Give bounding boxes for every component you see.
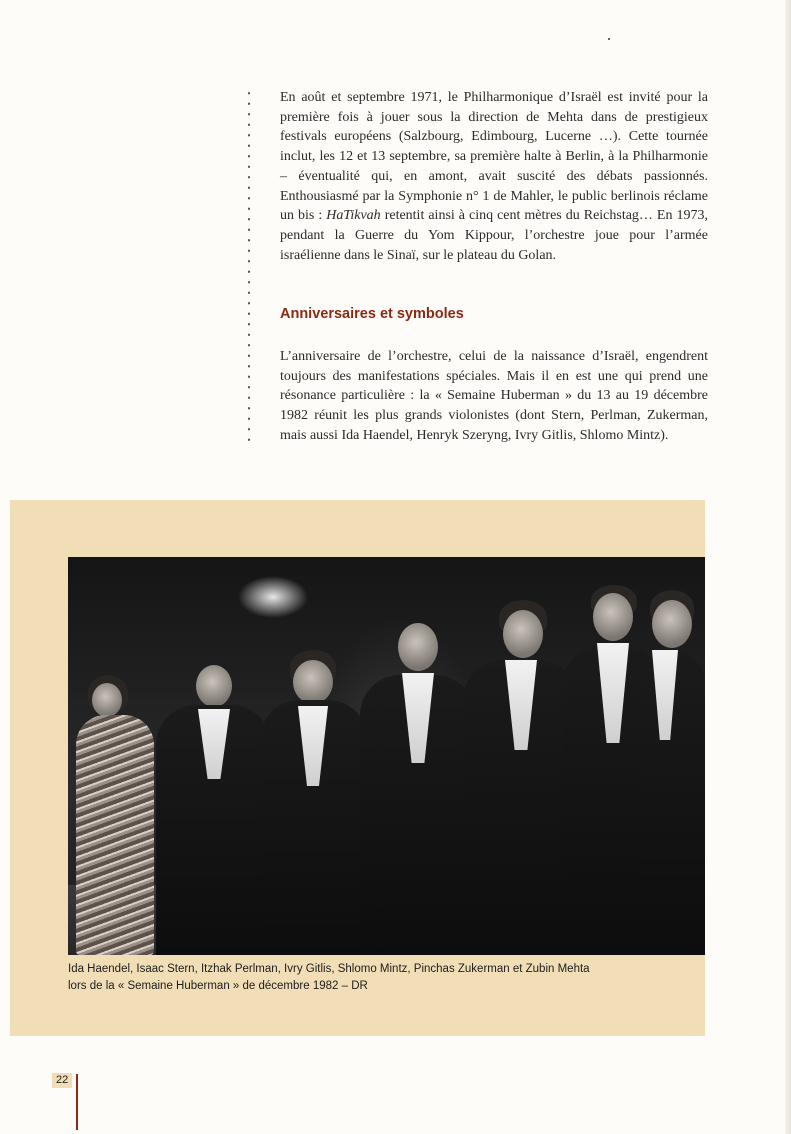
figure-itzhak-perlman — [260, 650, 368, 955]
section-heading: Anniversaires et symboles — [280, 306, 464, 322]
caption-line-2: lors de la « Semaine Huberman » de décembre 1982 – DR — [68, 980, 368, 992]
figure-ivry-gitlis — [360, 623, 475, 955]
figure-zubin-mehta — [638, 590, 705, 955]
caption-line-1: Ida Haendel, Isaac Stern, Itzhak Perlman, Ivry Gitlis, Shlomo Mintz, Pinchas Zukerman et Zubin Mehta — [68, 963, 590, 975]
page-marker-line — [76, 1074, 78, 1130]
page-edge-shadow — [785, 0, 791, 1134]
photo-caption — [68, 961, 688, 995]
figure-isaac-stern — [156, 665, 271, 955]
concert-photo — [68, 557, 705, 955]
paragraph-2-text: L’anniversaire de l’orchestre, celui de la naissance d’Israël, engendrent toujours des manifestations spéciales. Mais il en est une qui prend une résonance particulière : la « Semaine Huberman » du 13 au 19 décembre 1982 réunit les plus grands violonistes (dont Stern, Perlman, Zukerman, mais aussi Ida Haendel, Henryk Szeryng, Ivry Gitlis, Shlomo Mintz). — [280, 349, 708, 443]
paragraph-1-end-text: retentit ainsi à cinq cent mètres du Reichstag… En 1973, pendant la Guerre du Yom Kippour, l’orchestre joue pour l’armée israélienne dans le Sinaï, sur le plateau du Golan. — [280, 208, 708, 263]
body-paragraph-2 — [280, 347, 708, 446]
print-speck — [608, 38, 610, 40]
figure-ida-haendel — [68, 675, 163, 955]
figure-shlomo-mintz — [463, 600, 578, 955]
page-number: 22 — [52, 1073, 72, 1088]
dotted-margin-rule — [246, 88, 252, 448]
paragraph-1-text: En août et septembre 1971, le Philharmonique d’Israël est invité pour la première fois à jouer sous la direction de Mehta dans de prestigieux festivals européens (Salzbourg, Edimbourg, Lucerne …). Cette tournée inclut, les 12 et 13 septembre, sa première halte à Berlin, à la Philharmonie – éventualité qui, en amont, avait suscité des débats passionnés. Enthousiasmé par la Symphonie n° 1 de Mahler, le public berlinois réclame un bis : — [280, 90, 708, 224]
paragraph-1-italic-title: HaTikvah — [326, 208, 381, 224]
photo-panel — [10, 500, 705, 1036]
body-paragraph-1 — [280, 88, 708, 265]
